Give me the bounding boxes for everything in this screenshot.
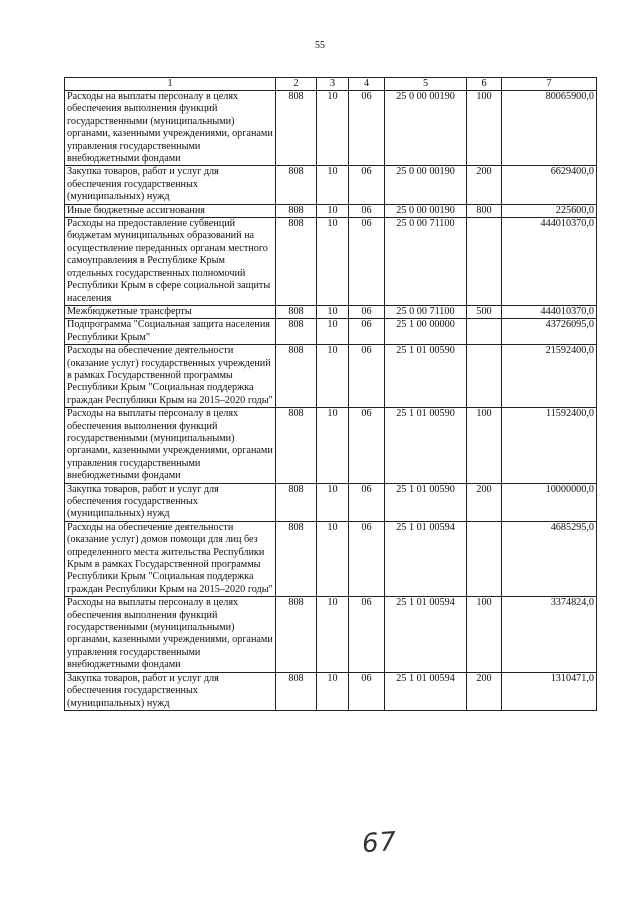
subsection-code: 06 <box>349 345 385 408</box>
expense-type-code: 100 <box>467 91 502 166</box>
section-code: 10 <box>317 408 349 483</box>
expense-name: Закупка товаров, работ и услуг для обеспечения государственных (муниципальных) нужд <box>65 483 276 521</box>
subsection-code: 06 <box>349 408 385 483</box>
target-article-code: 25 0 00 00190 <box>385 204 467 217</box>
target-article-code: 25 0 00 00190 <box>385 91 467 166</box>
table-header-row <box>65 78 597 91</box>
amount: 11592400,0 <box>502 408 597 483</box>
ministry-code: 808 <box>276 319 317 345</box>
target-article-code: 25 1 01 00590 <box>385 483 467 521</box>
target-article-code: 25 0 00 71100 <box>385 218 467 306</box>
subsection-code: 06 <box>349 305 385 318</box>
ministry-code: 808 <box>276 521 317 596</box>
table-row <box>65 218 597 306</box>
section-code: 10 <box>317 204 349 217</box>
section-code: 10 <box>317 521 349 596</box>
column-header-4: 4 <box>349 78 385 91</box>
ministry-code: 808 <box>276 166 317 204</box>
ministry-code: 808 <box>276 218 317 306</box>
table-row <box>65 483 597 521</box>
table-row <box>65 408 597 483</box>
handwritten-page-note: 67 <box>360 826 399 860</box>
expense-name: Иные бюджетные ассигнования <box>65 204 276 217</box>
expense-name: Расходы на выплаты персоналу в целях обеспечения выполнения функций государственными (муниципальными) органами, казенными учреждениями, органами управления государственными внебюджетными фондами <box>65 597 276 672</box>
expense-name: Расходы на предоставление субвенций бюджетам муниципальных образований на осуществление переданных органам местного самоуправления в Республике Крым отдельных государственных полномочий Республики Крым в сфере социальной защиты населения <box>65 218 276 306</box>
section-code: 10 <box>317 345 349 408</box>
table-row <box>65 91 597 166</box>
table-row <box>65 597 597 672</box>
expense-name: Расходы на выплаты персоналу в целях обеспечения выполнения функций государственными (муниципальными) органами, казенными учреждениями, органами управления государственными внебюджетными фондами <box>65 91 276 166</box>
target-article-code: 25 0 00 71100 <box>385 305 467 318</box>
expense-type-code <box>467 218 502 306</box>
section-code: 10 <box>317 319 349 345</box>
expense-name: Подпрограмма "Социальная защита населения Республики Крым" <box>65 319 276 345</box>
column-header-3: 3 <box>317 78 349 91</box>
section-code: 10 <box>317 218 349 306</box>
column-header-5: 5 <box>385 78 467 91</box>
table-row <box>65 204 597 217</box>
target-article-code: 25 0 00 00190 <box>385 166 467 204</box>
expense-name: Расходы на обеспечение деятельности (оказание услуг) домов помощи для лиц без определенного места жительства Республики Крым в рамках Государственной программы Республики Крым "Социальная поддержка граждан Республики Крым на 2015–2020 годы" <box>65 521 276 596</box>
table-row <box>65 305 597 318</box>
expense-type-code <box>467 345 502 408</box>
expense-name: Расходы на обеспечение деятельности (оказание услуг) государственных учреждений в рамках Государственной программы Республики Крым "Социальная поддержка граждан Республики Крым на 2015–2020 годы" <box>65 345 276 408</box>
column-header-7: 7 <box>502 78 597 91</box>
expense-name: Закупка товаров, работ и услуг для обеспечения государственных (муниципальных) нужд <box>65 166 276 204</box>
table-row <box>65 521 597 596</box>
ministry-code: 808 <box>276 597 317 672</box>
amount: 4685295,0 <box>502 521 597 596</box>
amount: 444010370,0 <box>502 305 597 318</box>
section-code: 10 <box>317 483 349 521</box>
amount: 1310471,0 <box>502 672 597 710</box>
expense-name: Расходы на выплаты персоналу в целях обеспечения выполнения функций государственными (муниципальными) органами, казенными учреждениями, органами управления государственными внебюджетными фондами <box>65 408 276 483</box>
expense-type-code: 100 <box>467 408 502 483</box>
amount: 43726095,0 <box>502 319 597 345</box>
section-code: 10 <box>317 597 349 672</box>
amount: 225600,0 <box>502 204 597 217</box>
target-article-code: 25 1 01 00594 <box>385 597 467 672</box>
expense-type-code: 500 <box>467 305 502 318</box>
target-article-code: 25 1 00 00000 <box>385 319 467 345</box>
target-article-code: 25 1 01 00594 <box>385 521 467 596</box>
section-code: 10 <box>317 166 349 204</box>
ministry-code: 808 <box>276 345 317 408</box>
subsection-code: 06 <box>349 597 385 672</box>
target-article-code: 25 1 01 00590 <box>385 408 467 483</box>
target-article-code: 25 1 01 00590 <box>385 345 467 408</box>
ministry-code: 808 <box>276 408 317 483</box>
ministry-code: 808 <box>276 483 317 521</box>
table-row <box>65 319 597 345</box>
expense-type-code: 200 <box>467 166 502 204</box>
section-code: 10 <box>317 672 349 710</box>
ministry-code: 808 <box>276 204 317 217</box>
amount: 10000000,0 <box>502 483 597 521</box>
expense-type-code: 200 <box>467 672 502 710</box>
ministry-code: 808 <box>276 91 317 166</box>
expense-type-code: 800 <box>467 204 502 217</box>
target-article-code: 25 1 01 00594 <box>385 672 467 710</box>
column-header-1: 1 <box>65 78 276 91</box>
subsection-code: 06 <box>349 672 385 710</box>
amount: 6629400,0 <box>502 166 597 204</box>
ministry-code: 808 <box>276 305 317 318</box>
expense-type-code: 200 <box>467 483 502 521</box>
subsection-code: 06 <box>349 319 385 345</box>
table-row <box>65 166 597 204</box>
expense-type-code: 100 <box>467 597 502 672</box>
subsection-code: 06 <box>349 218 385 306</box>
column-header-6: 6 <box>467 78 502 91</box>
section-code: 10 <box>317 305 349 318</box>
subsection-code: 06 <box>349 521 385 596</box>
page-number: 55 <box>315 40 325 51</box>
table-row <box>65 345 597 408</box>
subsection-code: 06 <box>349 166 385 204</box>
subsection-code: 06 <box>349 91 385 166</box>
expense-type-code <box>467 319 502 345</box>
expense-name: Межбюджетные трансферты <box>65 305 276 318</box>
amount: 80065900,0 <box>502 91 597 166</box>
section-code: 10 <box>317 91 349 166</box>
expense-type-code <box>467 521 502 596</box>
amount: 444010370,0 <box>502 218 597 306</box>
expense-name: Закупка товаров, работ и услуг для обеспечения государственных (муниципальных) нужд <box>65 672 276 710</box>
column-header-2: 2 <box>276 78 317 91</box>
ministry-code: 808 <box>276 672 317 710</box>
amount: 3374824,0 <box>502 597 597 672</box>
subsection-code: 06 <box>349 483 385 521</box>
budget-table <box>64 77 597 711</box>
table-row <box>65 672 597 710</box>
amount: 21592400,0 <box>502 345 597 408</box>
subsection-code: 06 <box>349 204 385 217</box>
